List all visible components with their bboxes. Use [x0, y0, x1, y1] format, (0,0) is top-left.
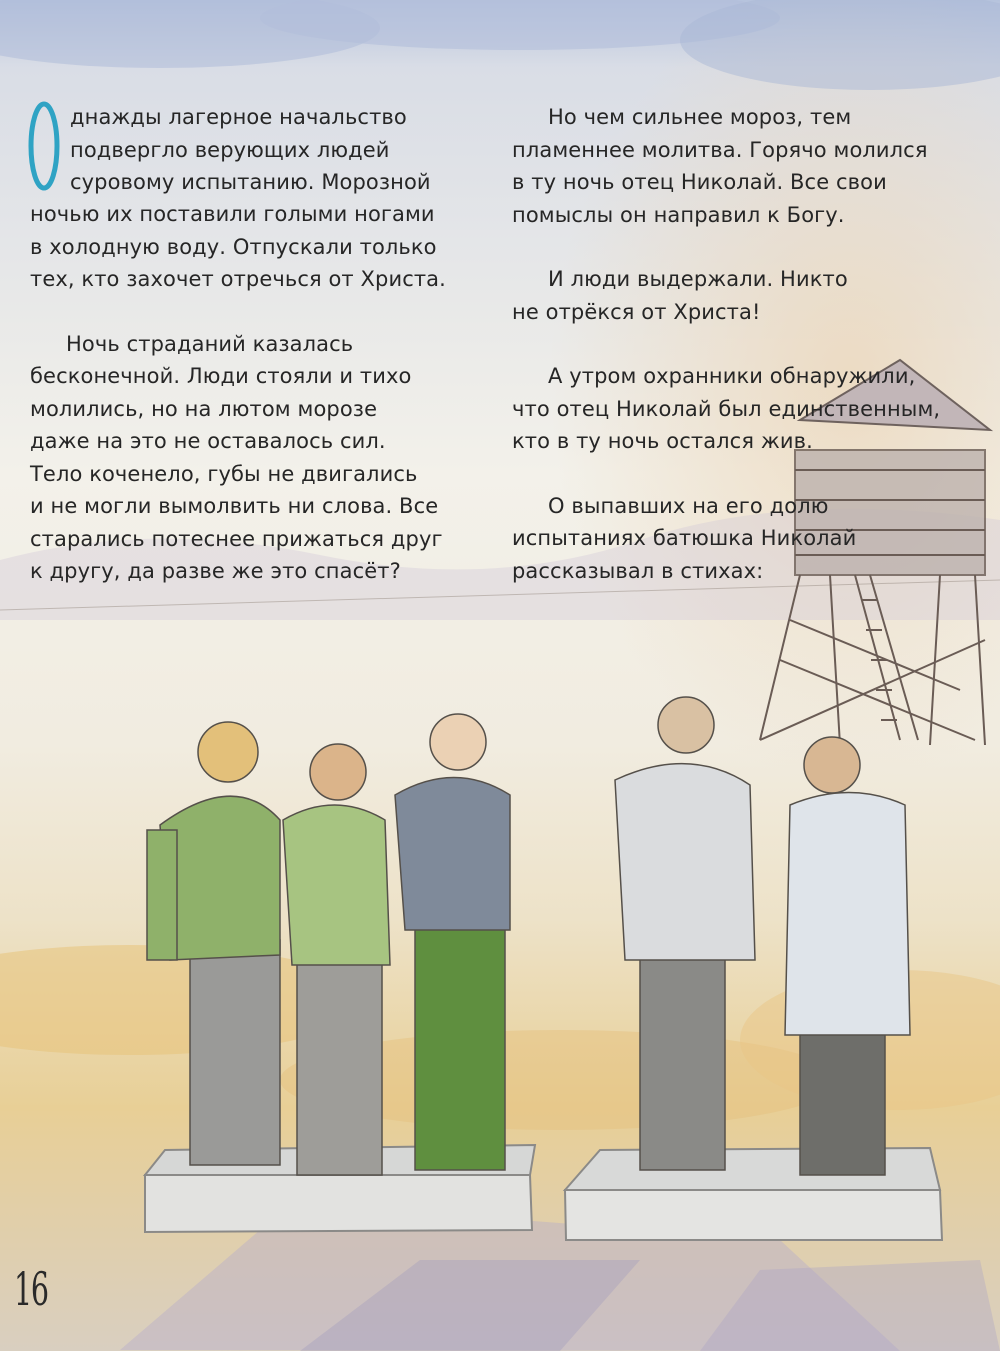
text-line: испытаниях батюшка Николай — [512, 526, 857, 550]
dropcap-letter — [26, 98, 62, 194]
text-line: рассказывал в стихах: — [512, 558, 764, 583]
text-line: Ночь страданий казалась — [66, 331, 354, 356]
text-line: не отрёкся от Христа! — [512, 299, 761, 324]
left-column-text — [30, 198, 470, 588]
text-line: старались потеснее прижаться друг — [30, 526, 443, 551]
text-line: даже на это не оставалось сил. — [30, 429, 386, 453]
text-line: пламеннее молитва. Горячо молился — [512, 137, 928, 162]
text-line: И люди выдержали. Никто — [548, 267, 848, 291]
text-line: в холодную воду. Отпускали только — [30, 234, 437, 259]
text-line: в ту ночь отец Николай. Все свои — [512, 170, 887, 194]
text-line: ночью их поставили голыми ногами — [30, 202, 435, 226]
text-line: молились, но на лютом морозе — [30, 396, 378, 421]
text-line: А утром охранники обнаружили, — [548, 364, 916, 388]
text-line: днажды лагерное начальство — [70, 105, 407, 129]
text-line: суровому испытанию. Морозной — [70, 170, 431, 194]
text-line: Тело коченело, губы не двигались — [30, 461, 418, 486]
text-line: подвергло верующих людей — [70, 137, 390, 162]
page-number: 16 — [14, 1262, 48, 1316]
text-line: О выпавших на его долю — [548, 493, 829, 518]
paragraph-1-start — [70, 101, 450, 199]
text-line: бесконечной. Люди стояли и тихо — [30, 364, 412, 388]
text-line: тех, кто захочет отречься от Христа. — [30, 267, 446, 291]
text-line: что отец Николай был единственным, — [512, 396, 941, 421]
text-line: помыслы он направил к Богу. — [512, 202, 845, 227]
text-line: Но чем сильнее мороз, тем — [548, 105, 852, 129]
text-line: к другу, да разве же это спасёт? — [30, 559, 401, 583]
text-line: кто в ту ночь остался жив. — [512, 429, 813, 453]
right-column-text — [512, 101, 952, 587]
text-line: и не могли вымолвить ни слова. Все — [30, 494, 439, 518]
